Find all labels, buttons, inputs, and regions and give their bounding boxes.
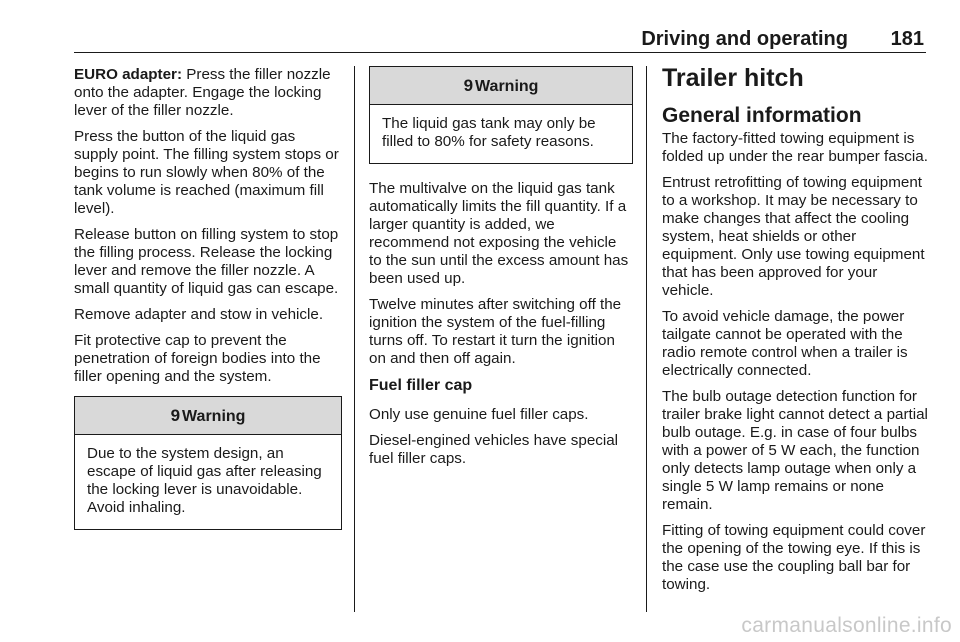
warning-text: Due to the system design, an escape of liquid gas after releasing the locking lever is unavoidable. Avoid inhaling. xyxy=(87,445,322,516)
paragraph: Fit protective cap to prevent the penetration of foreign bodies into the filler opening and the system. xyxy=(74,332,321,385)
paragraph: Press the button of the liquid gas supply point. The filling system stops or begins to run slowly when 80% of the tank volume is reached (maximum fill level). xyxy=(74,128,339,217)
paragraph-label: EURO adapter: xyxy=(74,66,183,83)
warning-icon: 9 xyxy=(463,76,474,95)
paragraph: Diesel-engined vehicles have special fuel filler caps. xyxy=(369,432,619,467)
warning-title: Warning xyxy=(182,408,246,425)
warning-icon: 9 xyxy=(170,406,181,425)
warning-box xyxy=(369,66,633,164)
paragraph xyxy=(74,66,342,120)
paragraph: Fitting of towing equipment could cover the opening of the towing eye. If this is the case use the coupling ball bar for towing. xyxy=(662,522,926,593)
warning-box xyxy=(74,396,342,530)
column-left xyxy=(74,66,342,542)
column-middle xyxy=(369,66,633,476)
warning-header xyxy=(370,67,632,105)
paragraph: Only use genuine fuel filler caps. xyxy=(369,406,589,423)
paragraph: The bulb outage detection function for trailer brake light cannot detect a partial bulb outage. E.g. in case of four bulbs with a power of 5 W each, the function only detects lamp outage when only a single 5 W lamp remains or none remain. xyxy=(662,388,928,513)
column-right xyxy=(662,64,928,602)
chapter-title: Trailer hitch xyxy=(662,64,804,92)
paragraph: Entrust retrofitting of towing equipment to a workshop. It may be necessary to make changes that affect the cooling system, heat shields or other equipment. Only use towing equipment that has been approved for your vehicle. xyxy=(662,174,925,299)
page-number: 181 xyxy=(890,28,924,50)
watermark: carmanualsonline.info xyxy=(741,614,952,637)
column-divider xyxy=(354,66,355,612)
warning-body xyxy=(370,105,632,163)
paragraph: Twelve minutes after switching off the ignition the system of the fuel-filling turns off. To restart it turn the ignition on and then off again. xyxy=(369,296,622,367)
paragraph: To avoid vehicle damage, the power tailgate cannot be operated with the radio remote control when a trailer is electrically connected. xyxy=(662,308,908,379)
paragraph-text: Press the filler nozzle onto the adapter. Engage the locking lever of the filler nozzle. xyxy=(74,66,331,119)
warning-text: The liquid gas tank may only be filled to 80% for safety reasons. xyxy=(382,115,596,150)
warning-header xyxy=(75,397,341,435)
page-header xyxy=(74,28,926,53)
warning-body xyxy=(75,435,341,529)
paragraph: The multivalve on the liquid gas tank automatically limits the fill quantity. If a larger quantity is added, we recommend not exposing the vehicle to the sun until the excess amount has been used up. xyxy=(369,180,629,287)
section-heading: Fuel filler cap xyxy=(369,377,473,394)
paragraph: Remove adapter and stow in vehicle. xyxy=(74,306,324,323)
paragraph: The factory-fitted towing equipment is folded up under the rear bumper fascia. xyxy=(662,130,928,165)
warning-title: Warning xyxy=(475,78,539,95)
column-divider xyxy=(646,66,647,612)
section-title: Driving and operating xyxy=(641,28,848,50)
paragraph: Release button on filling system to stop the filling process. Release the locking lever and remove the filler nozzle. A small quantity of liquid gas can escape. xyxy=(74,226,339,297)
section-subtitle: General information xyxy=(662,104,862,127)
